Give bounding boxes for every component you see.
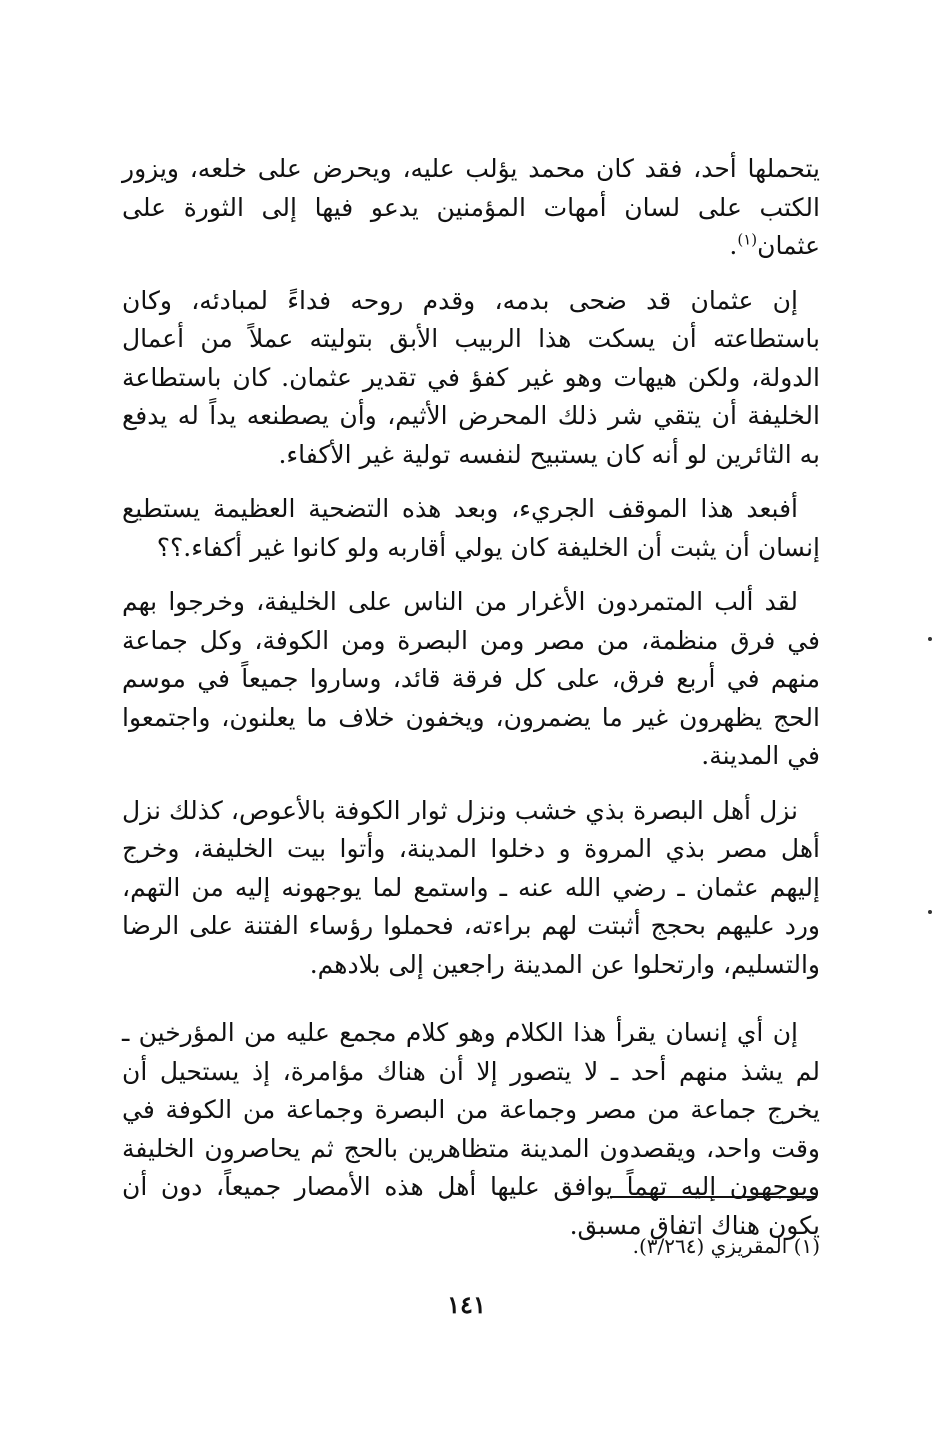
paragraph-6: إن أي إنسان يقرأ هذا الكلام وهو كلام مجمع عليه من المؤرخين ـ لم يشذ منهم أحد ـ لا يتصور إلا أن هناك مؤامرة، إذ يستحيل أن يخرج جماعة من مصر وجماعة من البصرة وجماعة من الكوفة في وقت واحد، ويقصدون المدينة متظاهرين بالحج ثم يحاصرون الخليفة ويوجهون إليه تهماً يوافق عليها أهل هذه الأمصار جميعاً، دون أن يكون هناك اتفاق مسبق. — [122, 1018, 820, 1240]
paragraph-3: أفبعد هذا الموقف الجريء، وبعد هذه التضحية العظيمة يستطيع إنسان أن يثبت أن الخليفة كان يولي أقاربه ولو كانوا غير أكفاء.؟؟ — [122, 494, 820, 562]
page-number: ١٤١ — [447, 1290, 486, 1319]
page-body — [122, 150, 820, 1261]
footnote: (١) المقريزي (٣/٢٦٤). — [632, 1234, 820, 1258]
paragraph-1 — [122, 150, 820, 266]
paragraph-4: لقد ألب المتمردون الأغرار من الناس على الخليفة، وخرجوا بهم في فرق منظمة، من مصر ومن البصرة ومن الكوفة، وكل جماعة منهم في أربع فرق، على كل فرقة قائد، وساروا جميعاً في موسم الحج يظهرون غير ما يضمرون، ويخفون خلاف ما يعلنون، واجتمعوا في المدينة. — [122, 587, 820, 770]
paragraph-1-text: يتحملها أحد، فقد كان محمد يؤلب عليه، ويحرض على خلعه، ويزور الكتب على لسان أمهات المؤمنين يدعو فيها إلى الثورة على عثمان — [122, 154, 820, 260]
paragraph-1-tail: . — [729, 231, 738, 260]
paragraph-5: نزل أهل البصرة بذي خشب ونزل ثوار الكوفة بالأعوص، كذلك نزل أهل مصر بذي المروة و دخلوا المدينة، وأتوا بيت الخليفة، وخرج إليهم عثمان ـ رضي الله عنه ـ واستمع لما يوجهونه إليه من التهم، ورد عليهم بحجج أثبتت لهم براءته، فحملوا رؤساء الفتنة على الرضا والتسليم، وارتحلوا عن المدينة راجعين إلى بلادهم. — [122, 795, 820, 979]
footnote-reference: (١) — [737, 230, 758, 249]
scan-speck — [928, 637, 932, 641]
paragraph-2: إن عثمان قد ضحى بدمه، وقدم روحه فداءً لمبادئه، وكان باستطاعته أن يسكت هذا الربيب الأبق بتوليته عملاً من أعمال الدولة، ولكن هيهات وهو غير كفؤ في تقدير عثمان. كان باستطاعة الخليفة أن يتقي شر ذلك المحرض الأثيم، وأن يصطنعه يداً له يدفع به الثائرين لو أنه كان يستبيح لنفسه تولية غير الأكفاء. — [122, 285, 820, 469]
scan-speck — [928, 910, 932, 914]
footnote-separator — [610, 1196, 817, 1198]
